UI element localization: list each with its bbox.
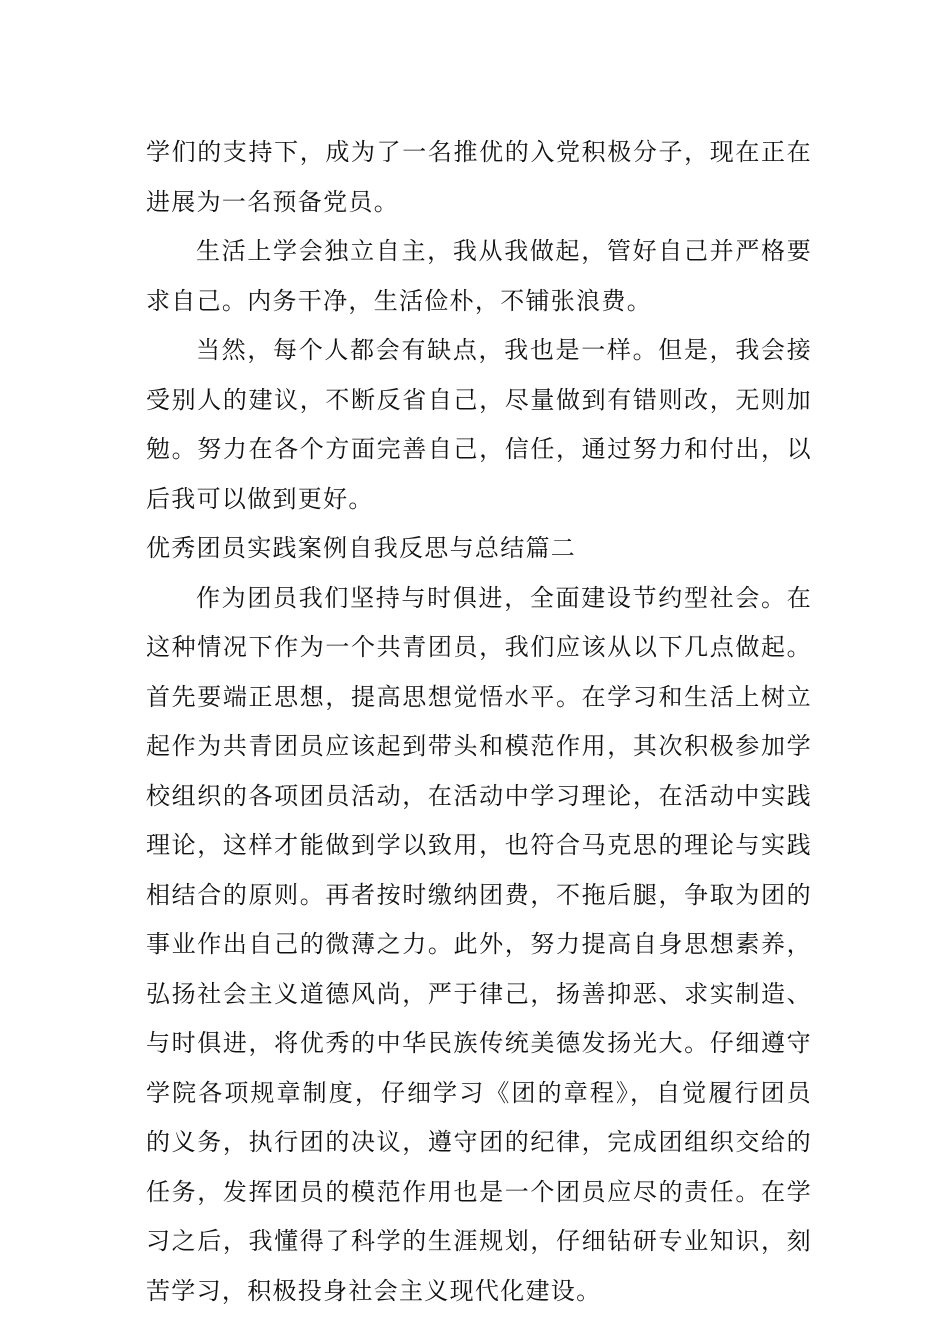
document-body <box>146 128 812 1316</box>
paragraph-continued: 学们的支持下，成为了一名推优的入党积极分子，现在正在进展为一名预备党员。 <box>146 138 812 216</box>
section-body-paragraph: 作为团员我们坚持与时俱进，全面建设节约型社会。在这种情况下作为一个共青团员，我们应该从以下几点做起。首先要端正思想，提高思想觉悟水平。在学习和生活上树立起作为共青团员应该起到带头和模范作用，其次积极参加学校组织的各项团员活动，在活动中学习理论，在活动中实践理论，这样才能做到学以致用，也符合马克思的理论与实践相结合的原则。再者按时缴纳团费，不拖后腿，争取为团的事业作出自己的微薄之力。此外，努力提高自身思想素养，弘扬社会主义道德风尚，严于律己，扬善抑恶、求实制造、与时俱进，将优秀的中华民族传统美德发扬光大。仔细遵守学院各项规章制度，仔细学习《团的章程》，自觉履行团员的义务，执行团的决议，遵守团的纪律，完成团组织交给的任务，发挥团员的模范作用也是一个团员应尽的责任。在学习之后，我懂得了科学的生涯规划，仔细钻研专业知识，刻苦学习，积极投身社会主义现代化建设。 <box>146 583 812 1305</box>
paragraph-daily-life: 生活上学会独立自主，我从我做起，管好自己并严格要求自己。内务干净，生活俭朴，不铺张浪费。 <box>146 237 812 315</box>
section-title: 优秀团员实践案例自我反思与总结篇二 <box>146 534 577 562</box>
paragraph-shortcomings: 当然，每个人都会有缺点，我也是一样。但是，我会接受别人的建议，不断反省自己，尽量做到有错则改，无则加勉。努力在各个方面完善自己，信任，通过努力和付出，以后我可以做到更好。 <box>146 336 812 513</box>
